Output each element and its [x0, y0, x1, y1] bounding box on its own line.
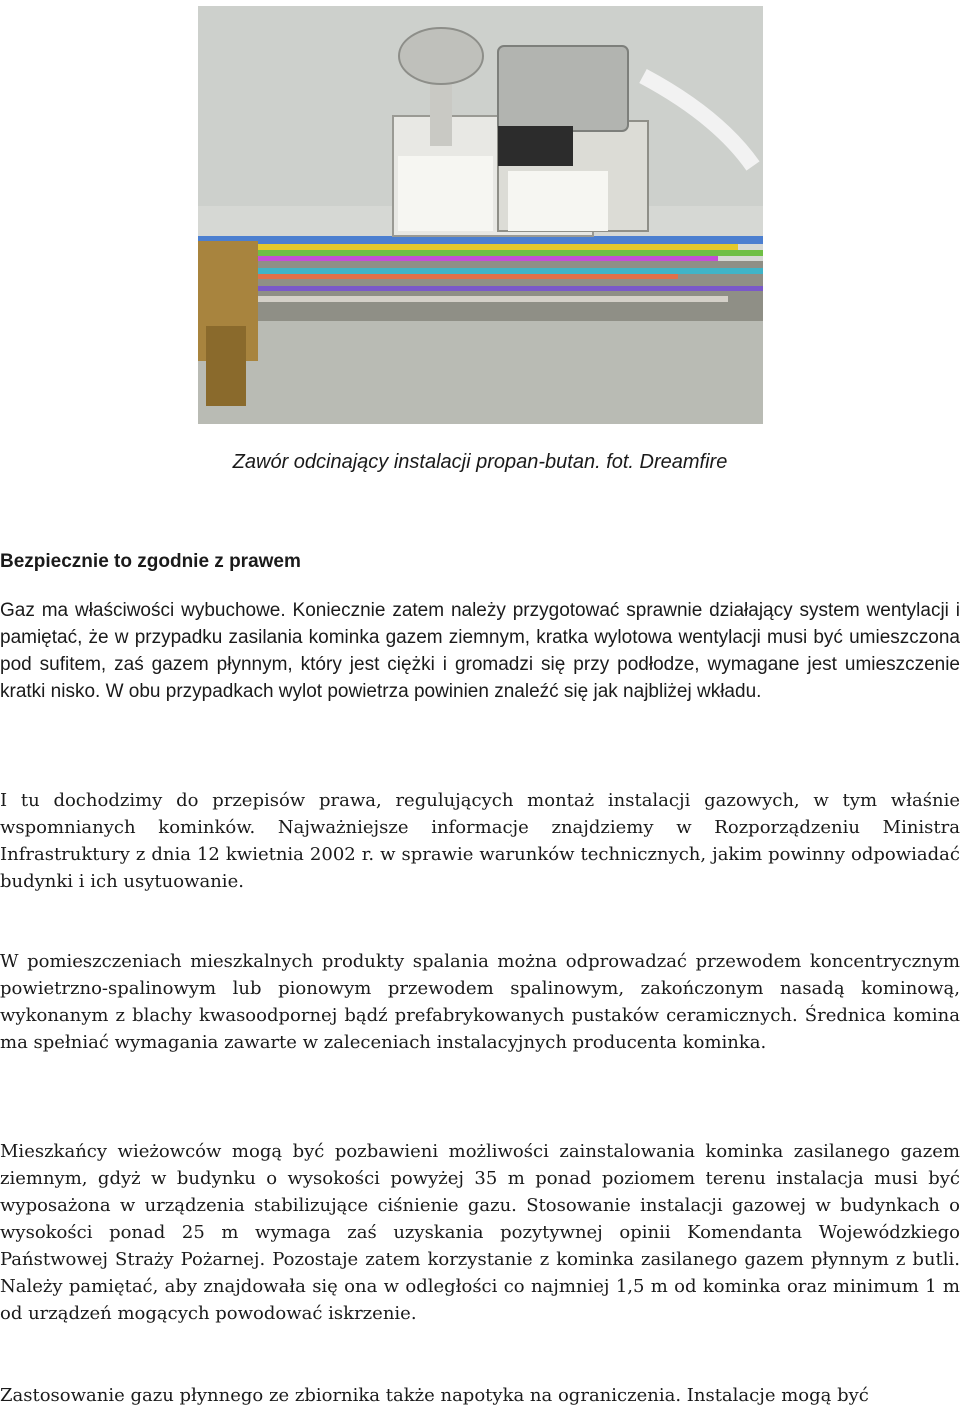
paragraph-flue: W pomieszczeniach mieszkalnych produkty spalania można odprowadzać przewodem koncentrycznym powietrzno-spalinowym lub pionowym przewodem spalinowym, zakończonym nasadą kominową, wykonanym z blachy kwasoodpornej bądź prefabrykowanych pustaków ceramicznych. Średnica komina ma spełniać wymagania zawarte w zaleceniach instalacyjnych producenta kominka. — [0, 951, 960, 1053]
paragraph-highrise: Mieszkańcy wieżowców mogą być pozbawieni możliwości zainstalowania kominka zasilanego gazem ziemnym, gdyż w budynku o wysokości powyżej 35 m ponad poziomem terenu instalacja musi być wyposażona w urządzenia stabilizujące ciśnienie gazu. Stosowanie instalacji gazowej w budynkach o wysokości ponad 25 m wymaga zaś uzyskania pozytywnej opinii Komendanta Wojewódzkiego Państwowej Straży Pożarnej. Pozostaje zatem korzystanie z kominka zasilanego gazem płynnym z butli. Należy pamiętać, aby znajdowała się ona w odległości co najmniej 1,5 m od kominka oraz minimum 1 m od urządzeń mogących powodować iskrzenie. — [0, 1141, 960, 1324]
valve-photo — [198, 6, 763, 424]
paragraph-regulations: I tu dochodzimy do przepisów prawa, regulujących montaż instalacji gazowych, w tym właśnie wspomnianych kominków. Najważniejsze informacje znajdziemy w Rozporządzeniu Ministra Infrastruktury z dnia 12 kwietnia 2002 r. w sprawie warunków technicznych, jakim powinny odpowiadać budynki i ich usytuowanie. — [0, 790, 960, 892]
paragraph-ventilation: Gaz ma właściwości wybuchowe. Koniecznie zatem należy przygotować sprawnie działający system wentylacji i pamiętać, że w przypadku zasilania kominka gazem ziemnym, kratka wylotowa wentylacji musi być umieszczona pod sufitem, zaś gazem płynnym, który jest ciężki i gromadzi się przy podłodze, wymagane jest umieszczenie kratki nisko. W obu przypadkach wylot powietrza powinien znaleźć się jak najbliżej wkładu. — [0, 600, 960, 702]
figure-caption: Zawór odcinający instalacji propan-butan. fot. Dreamfire — [232, 451, 728, 473]
section-heading: Bezpiecznie to zgodnie z prawem — [0, 551, 301, 572]
paragraph-tank: Zastosowanie gazu płynnego ze zbiornika także napotyka na ograniczenia. Instalacje mogą być — [0, 1385, 869, 1406]
